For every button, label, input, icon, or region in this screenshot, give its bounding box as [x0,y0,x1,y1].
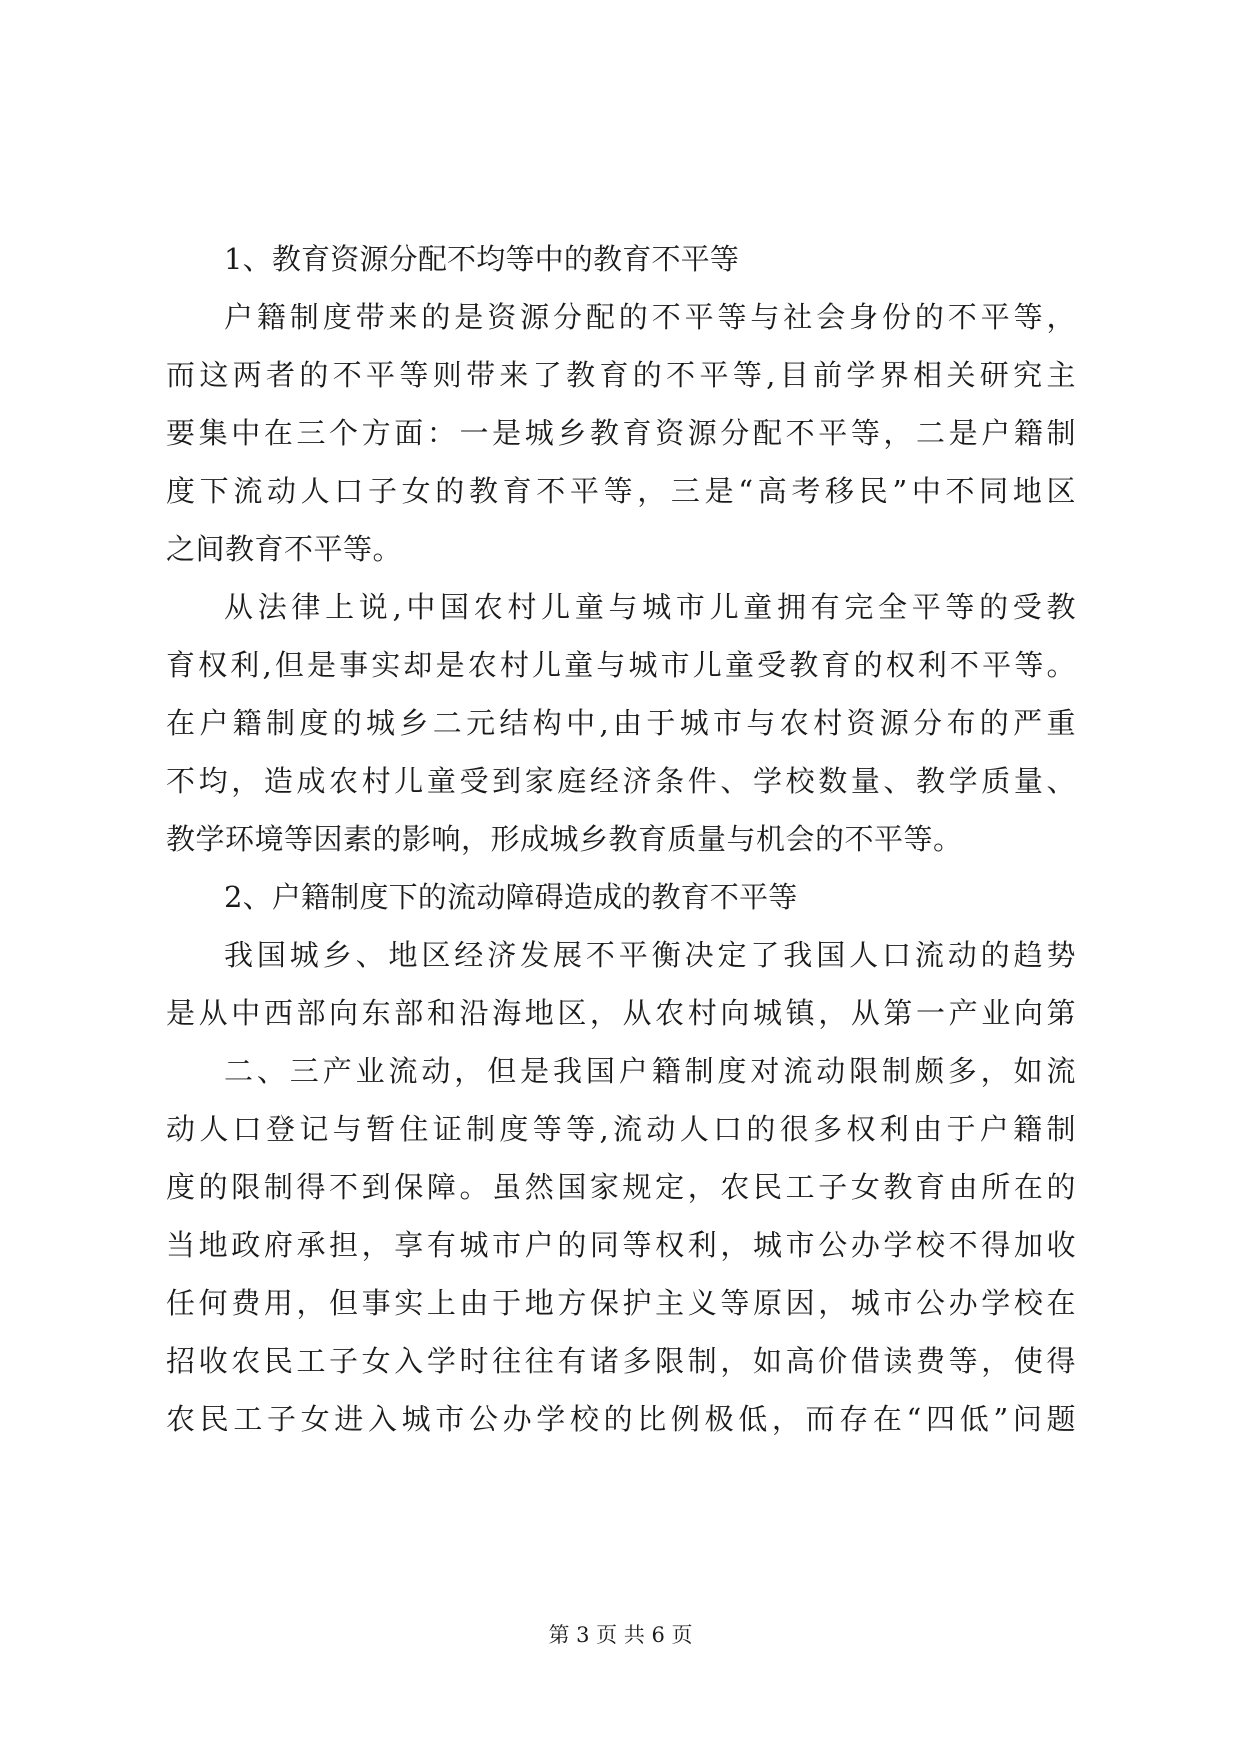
paragraph-line: 而这两者的不平等则带来了教育的不平等,目前学界相关研究主 [166,358,1076,392]
paragraph-4 [166,1042,1076,1448]
paragraph-line: 在户籍制度的城乡二元结构中,由于城市与农村资源分布的严重 [166,706,1076,740]
paragraph-line: 度下流动人口子女的教育不平等，三是“高考移民”中不同地区 [166,474,1076,508]
page-number: 第 3 页 共 6 页 [548,1623,693,1647]
paragraph-line: 育权利,但是事实却是农村儿童与城市儿童受教育的权利不平等。 [166,648,1076,682]
document-body [166,230,1076,1448]
paragraph-line: 农民工子女进入城市公办学校的比例极低，而存在“四低”问题 [166,1402,1076,1436]
paragraph-line: 二、三产业流动，但是我国户籍制度对流动限制颇多，如流 [224,1054,1076,1088]
paragraph-line: 教学环境等因素的影响，形成城乡教育质量与机会的不平等。 [166,822,963,856]
paragraph-line: 之间教育不平等。 [166,532,403,566]
paragraph-line: 任何费用，但事实上由于地方保护主义等原因，城市公办学校在 [166,1286,1076,1320]
paragraph-line: 是从中西部向东部和沿海地区，从农村向城镇，从第一产业向第 [166,996,1076,1030]
paragraph-line: 户籍制度带来的是资源分配的不平等与社会身份的不平等， [224,300,1076,334]
paragraph-line: 度的限制得不到保障。虽然国家规定，农民工子女教育由所在的 [166,1170,1076,1204]
paragraph-line: 动人口登记与暂住证制度等等,流动人口的很多权利由于户籍制 [166,1112,1076,1146]
paragraph-line: 不均，造成农村儿童受到家庭经济条件、学校数量、教学质量、 [166,764,1076,798]
paragraph-2 [166,578,1076,868]
paragraph-line: 从法律上说,中国农村儿童与城市儿童拥有完全平等的受教 [224,590,1076,624]
section-heading-2: 2、户籍制度下的流动障碍造成的教育不平等 [224,880,798,914]
paragraph-line: 招收农民工子女入学时往往有诸多限制，如高价借读费等，使得 [166,1344,1076,1378]
paragraph-line: 要集中在三个方面：一是城乡教育资源分配不平等，二是户籍制 [166,416,1076,450]
paragraph-line: 我国城乡、地区经济发展不平衡决定了我国人口流动的趋势 [224,938,1076,972]
paragraph-1 [166,288,1076,578]
section-heading-1: 1、教育资源分配不均等中的教育不平等 [224,242,740,276]
paragraph-line: 当地政府承担，享有城市户的同等权利，城市公办学校不得加收 [166,1228,1076,1262]
page-footer [0,1620,1241,1650]
paragraph-3 [166,926,1076,1042]
